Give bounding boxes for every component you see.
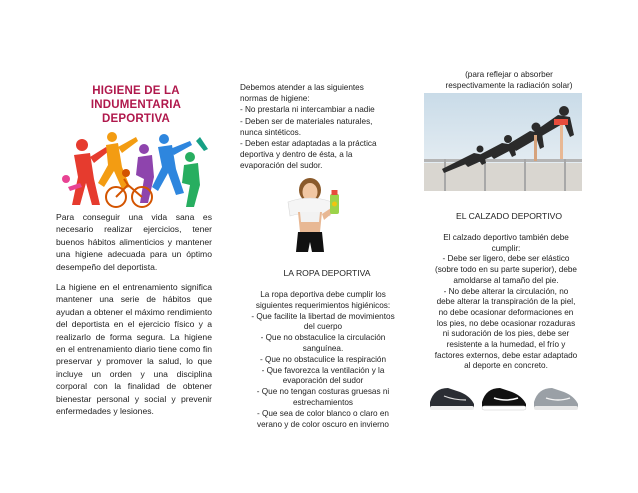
footwear-line: - No debe alterar la circulación, no [443, 286, 569, 296]
sun-note-line: respectivamente la radiación solar) [445, 80, 573, 90]
hygiene-rules-list [240, 82, 410, 172]
clothing-line: - Que no tengan costuras gruesas ni [256, 387, 390, 397]
footwear-line: - Debe ser ligero, debe ser elástico [442, 254, 570, 264]
sports-clothing-requirements [236, 290, 410, 430]
rules-line: nunca sintéticos. [240, 127, 301, 137]
footwear-line: (sobre todo en su parte superior), debe [434, 265, 577, 275]
pushup-group-photo [424, 93, 582, 191]
clothing-line: estrechamientos [292, 397, 354, 407]
footwear-line: El calzado deportivo también debe [443, 233, 569, 242]
sports-footwear-requirements [420, 233, 592, 372]
clothing-line: evaporación del sudor [282, 376, 364, 386]
footwear-line: factores externos, debe estar adaptado [434, 350, 578, 360]
sports-footwear-heading: EL CALZADO DEPORTIVO [455, 211, 563, 221]
sun-note-line: (para reflejar o absorber [465, 70, 553, 79]
rules-line: Debemos atender a las siguientes [240, 83, 364, 92]
footwear-line: resistente a la humedad, el frío y [446, 340, 566, 350]
rules-line: - No prestarla ni intercambiar a nadie [240, 105, 375, 115]
footwear-line: ni sudoración de los pies, debe ser [442, 329, 570, 339]
intro-paragraph: Para conseguir una vida sana es necesario realizar ejercicios, tener buenos hábitos alimenticios y mantener una higiene adecuada para un óptimo desempeño del deportista. [56, 212, 212, 272]
title-line-1: HIGIENE DE LA [92, 85, 180, 97]
woman-with-towel-photo [270, 176, 350, 256]
sports-silhouettes-illustration [60, 127, 210, 213]
footwear-line: debe alterar la transpiración de la piel, [436, 297, 576, 307]
title-line-3: DEPORTIVA [101, 113, 171, 125]
solar-radiation-note [424, 70, 594, 91]
rules-line: deportiva y dentro de ésta, a la [240, 150, 353, 160]
rules-line: - Deben estar adaptadas a la práctica [240, 139, 377, 149]
training-hygiene-paragraph: La higiene en el entrenamiento significa mantener una serie de hábitos que ayudan a obtener el máximo rendimiento del deportista en el ejercicio físico y a realizarlo de forma segura. La higiene en el entrenamiento diario tiene como fin preservar y promover la salud, lo que incluye un orden y una disciplina corporal con la finalidad de obtener bienestar personal y social y prevenir enfermedades y lesiones. [56, 282, 212, 417]
footwear-line: amoldarse al tamaño del pie. [453, 275, 559, 285]
clothing-line: - Que facilite la libertad de movimientos [251, 311, 395, 321]
rules-line: - Deben ser de materiales naturales, [240, 116, 373, 126]
sports-clothing-heading: LA ROPA DEPORTIVA [283, 268, 371, 278]
clothing-line: verano y de color oscuro en invierno [257, 419, 389, 429]
title-line-2: INDUMENTARIA [90, 99, 182, 111]
clothing-line: - Que no obstaculice la respiración [259, 354, 387, 364]
footwear-line: los pies, no debe ocasionar rozaduras [436, 318, 576, 328]
clothing-line: La ropa deportiva debe cumplir los [260, 290, 386, 299]
running-shoes-photo [426, 376, 584, 414]
clothing-line: - Que no obstaculice la circulación [260, 333, 386, 343]
rules-line: evaporación del sudor. [240, 161, 323, 171]
footwear-line: cumplir: [491, 243, 521, 253]
footwear-line: al deporte en concreto. [464, 361, 548, 371]
main-title [76, 84, 196, 126]
clothing-line: - Que sea de color blanco o claro en [257, 408, 389, 418]
clothing-line: siguientes requerimientos higiénicos: [255, 300, 391, 310]
clothing-line: sanguínea. [302, 343, 344, 353]
footwear-line: no debe ocasionar deformaciones en [438, 307, 574, 317]
clothing-line: - Que favorezca la ventilación y la [261, 365, 385, 375]
rules-line: normas de higiene: [240, 94, 310, 104]
clothing-line: del cuerpo [303, 322, 343, 332]
